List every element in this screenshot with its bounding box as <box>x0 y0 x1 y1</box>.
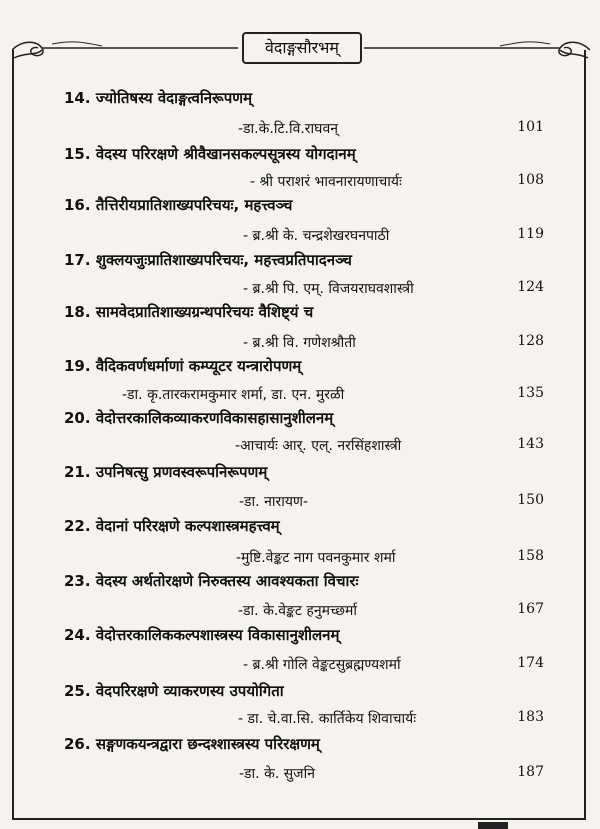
entry-author: -डा. कृ.तारकरामकुमार शर्मा, डा. एन. मुरळी <box>122 387 345 403</box>
entry-author: -डा. नारायण- <box>239 494 309 510</box>
entry-author: -डा. के. सुजनि <box>239 766 315 782</box>
entry-author: - ब्र.श्री पि. एम्. विजयराघवशास्त्री <box>243 281 414 297</box>
entry-page-number: 135 <box>517 385 544 401</box>
entry-author: - श्री पराशरं भावनारायणाचार्यः <box>250 174 402 190</box>
entry-page-number: 101 <box>517 119 544 135</box>
entry-author: - ब्र.श्री वि. गणेशश्रौती <box>243 335 356 351</box>
entry-title: 17. शुक्लयजुःप्रातिशाख्यपरिचयः, महत्त्वप्रतिपादनञ्च <box>64 251 352 269</box>
entry-author: -आचार्यः आर्. एल्. नरसिंहशास्त्री <box>235 438 402 454</box>
entry-page-number: 183 <box>517 709 544 725</box>
entry-author: - डा. चे.वा.सि. कार्तिकेय शिवाचार्यः <box>238 711 417 727</box>
entry-page-number: 158 <box>517 548 544 564</box>
page-border-frame <box>12 50 586 820</box>
entry-title: 22. वेदानां परिरक्षणे कल्पशास्त्रमहत्त्वम् <box>64 517 280 535</box>
entry-page-number: 124 <box>517 279 544 295</box>
entry-page-number: 150 <box>517 492 544 508</box>
entry-title: 20. वेदोत्तरकालिकव्याकरणविकासहासानुशीलनम् <box>64 409 334 427</box>
entry-page-number: 167 <box>517 601 544 617</box>
left-flourish-ornament <box>12 36 240 62</box>
entry-title: 15. वेदस्य परिरक्षणे श्रीवैखानसकल्पसूत्रस्य योगदानम् <box>64 145 356 163</box>
entry-page-number: 143 <box>517 436 544 452</box>
bottom-edge-mark <box>478 822 508 829</box>
entry-title: 23. वेदस्य अर्थतोरक्षणे निरुक्तस्य आवश्यकता विचारः <box>64 572 359 590</box>
entry-page-number: 108 <box>517 172 544 188</box>
entry-title: 21. उपनिषत्सु प्रणवस्वरूपनिरूपणम् <box>64 463 268 481</box>
entry-author: -डा. के.वेङ्कट हनुमच्छर्मा <box>238 603 357 619</box>
running-header-title: वेदाङ्गसौरभम् <box>242 32 362 64</box>
entry-page-number: 128 <box>517 333 544 349</box>
entry-author: -डा.के.टि.वि.राघवन् <box>238 121 338 137</box>
entry-title: 16. तैत्तिरीयप्रातिशाख्यपरिचयः, महत्त्वञ्च <box>64 196 293 214</box>
entry-page-number: 174 <box>517 655 544 671</box>
entry-author: -मुष्टि.वेङ्कट नाग पवनकुमार शर्मा <box>236 550 396 566</box>
entry-title: 24. वेदोत्तरकालिककल्पशास्त्रस्य विकासानुशीलनम् <box>64 626 340 644</box>
entry-page-number: 119 <box>517 226 544 242</box>
entry-title: 14. ज्योतिषस्य वेदाङ्गत्वनिरूपणम् <box>64 89 253 107</box>
entry-title: 19. वैदिकवर्णधर्माणां कम्प्यूटर यन्त्रारोपणम् <box>64 357 302 375</box>
right-flourish-ornament <box>362 36 590 62</box>
entry-title: 18. सामवेदप्रातिशाख्यग्रन्थपरिचयः वैशिष्ट्यं च <box>64 303 314 321</box>
entry-author: - ब्र.श्री गोलि वेङ्कटसुब्रह्मण्यशर्मा <box>243 657 401 673</box>
entry-title: 25. वेदपरिरक्षणे व्याकरणस्य उपयोगिता <box>64 682 284 700</box>
entry-author: - ब्र.श्री के. चन्द्रशेखरघनपाठी <box>243 228 390 244</box>
entry-page-number: 187 <box>517 764 544 780</box>
entry-title: 26. सङ्गणकयन्त्रद्वारा छन्दश्शास्त्रस्य परिरक्षणम् <box>64 735 320 753</box>
